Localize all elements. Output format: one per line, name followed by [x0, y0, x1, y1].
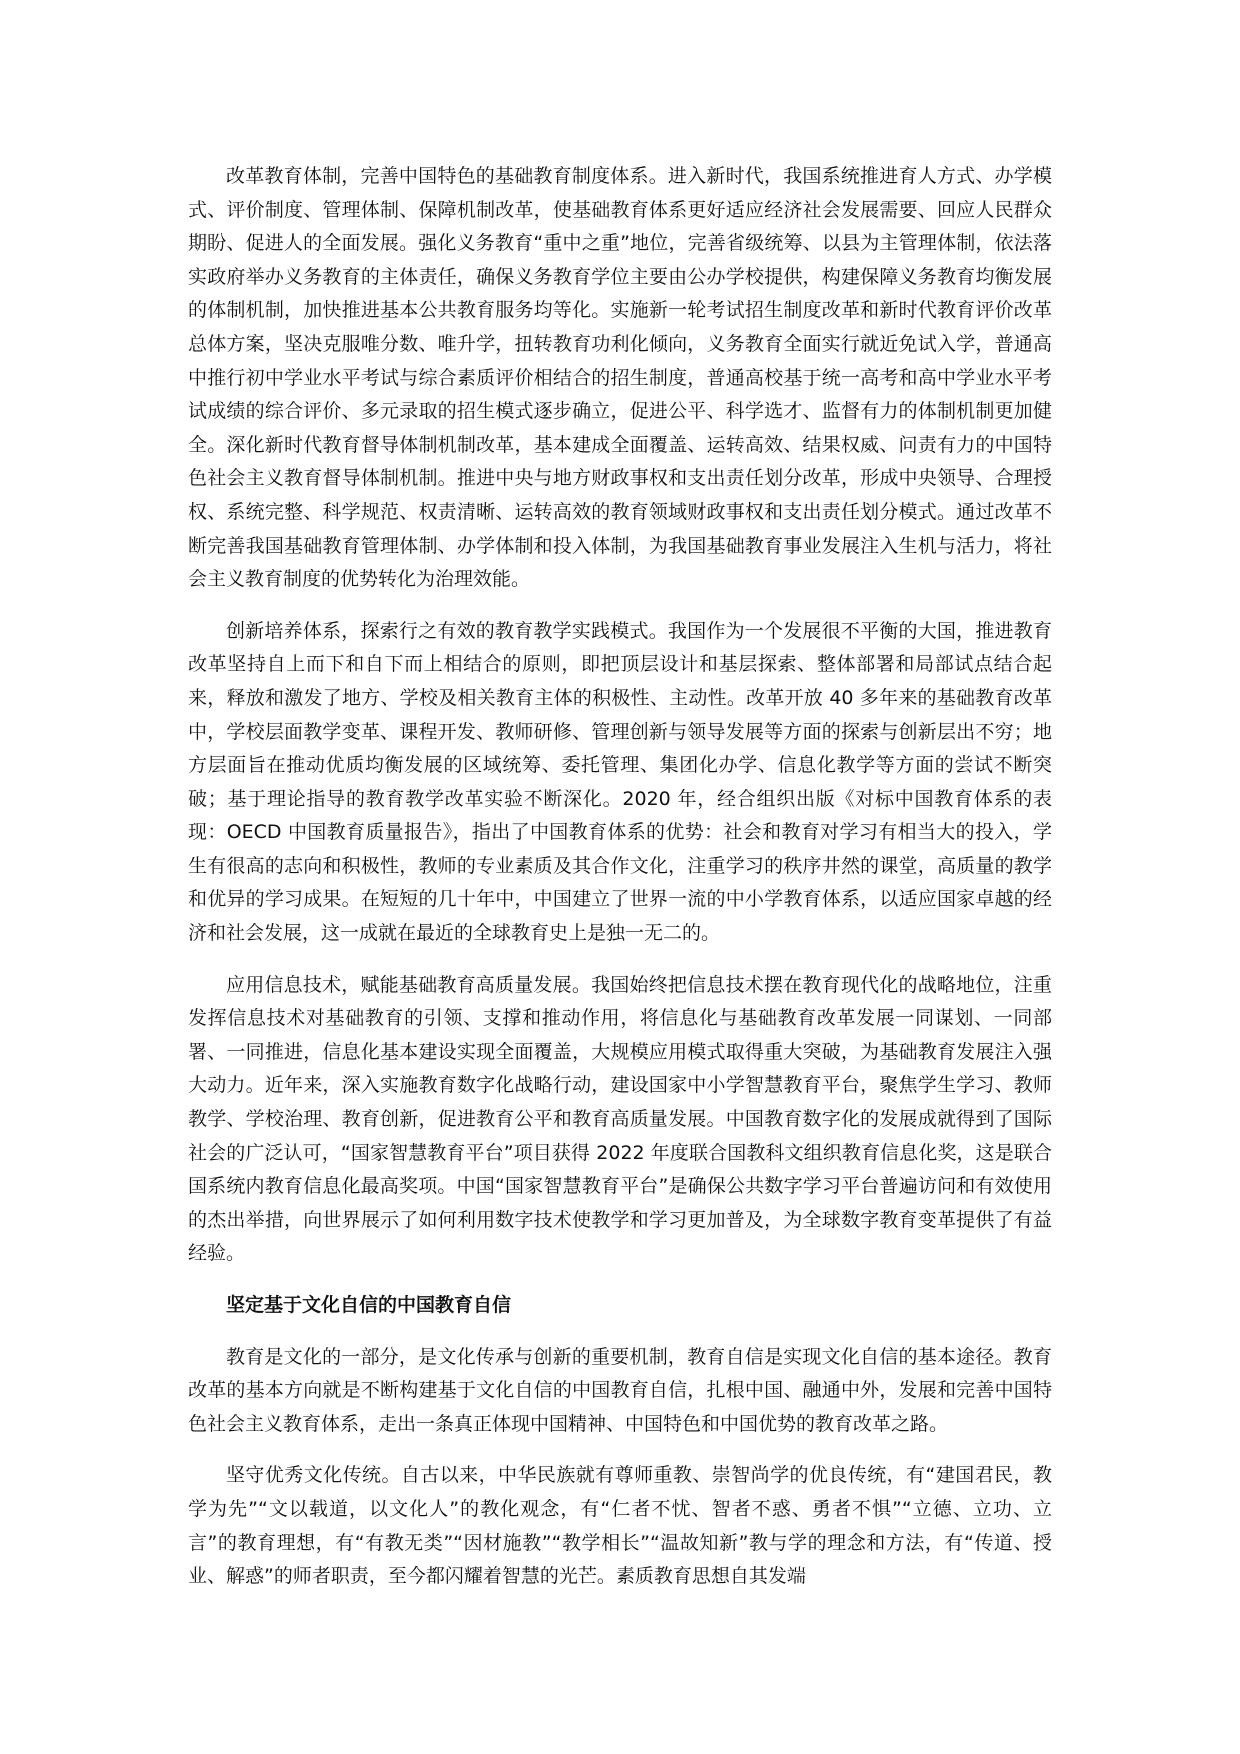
paragraph-training-system-innovation: 创新培养体系，探索行之有效的教育教学实践模式。我国作为一个发展很不平衡的大国，推进教育改革坚持自上而下和自下而上相结合的原则，即把顶层设计和基层探索、整体部署和局部试点结合起来，释放和激发了地方、学校及相关教育主体的积极性、主动性。改革开放 40 多年来的基础教育改革中，学校层面教学变革、课程开发、教师研修、管理创新与领导发展等方面的探索与创新层出不穷；地方层面旨在推动优质均衡发展的区域统筹、委托管理、集团化办学、信息化教学等方面的尝试不断突破；基于理论指导的教育教学改革实验不断深化。2020 年，经合组织出版《对标中国教育体系的表现：OECD 中国教育质量报告》，指出了中国教育体系的优势：社会和教育对学习有相当大的投入，学生有很高的志向和积极性，教师的专业素质及其合作文化，注重学习的秩序井然的课堂，高质量的教学和优异的学习成果。在短短的几十年中，中国建立了世界一流的中小学教育体系，以适应国家卓越的经济和社会发展，这一成就在最近的全球教育史上是独一无二的。	[188, 619, 1052, 945]
paragraph-education-system-reform: 改革教育体制，完善中国特色的基础教育制度体系。进入新时代，我国系统推进育人方式、办学模式、评价制度、管理体制、保障机制改革，使基础教育体系更好适应经济社会发展需要、回应人民群众期盼、促进人的全面发展。强化义务教育“重中之重”地位，完善省级统筹、以县为主管理体制，依法落实政府举办义务教育的主体责任，确保义务教育学位主要由公办学校提供，构建保障义务教育均衡发展的体制机制，加快推进基本公共教育服务均等化。实施新一轮考试招生制度改革和新时代教育评价改革总体方案，坚决克服唯分数、唯升学，扭转教育功利化倾向，义务教育全面实行就近免试入学，普通高中推行初中学业水平考试与综合素质评价相结合的招生制度，普通高校基于统一高考和高中学业水平考试成绩的综合评价、多元录取的招生模式逐步确立，促进公平、科学选才、监督有力的体制机制更加健全。深化新时代教育督导体制机制改革，基本建成全面覆盖、运转高效、结果权威、问责有力的中国特色社会主义教育督导体制机制。推进中央与地方财政事权和支出责任划分改革，形成中央领导、合理授权、系统完整、科学规范、权责清晰、运转高效的教育领域财政事权和支出责任划分模式。通过改革不断完善我国基础教育管理体制、办学体制和投入体制，为我国基础教育事业发展注入生机与活力，将社会主义教育制度的优势转化为治理效能。	[188, 165, 1052, 591]
section-heading: 坚定基于文化自信的中国教育自信	[226, 1294, 512, 1316]
paragraph-information-technology: 应用信息技术，赋能基础教育高质量发展。我国始终把信息技术摆在教育现代化的战略地位，注重发挥信息技术对基础教育的引领、支撑和推动作用，将信息化与基础教育改革发展一同谋划、一同部署、一同推进，信息化基本建设实现全面覆盖，大规模应用模式取得重大突破，为基础教育发展注入强大动力。近年来，深入实施教育数字化战略行动，建设国家中小学智慧教育平台，聚焦学生学习、教师教学、学校治理、教育创新，促进教育公平和教育高质量发展。中国教育数字化的发展成就得到了国际社会的广泛认可，“国家智慧教育平台”项目获得 2022 年度联合国教科文组织教育信息化奖，这是联合国系统内教育信息化最高奖项。中国“国家智慧教育平台”是确保公共数字学习平台普遍访问和有效使用的杰出举措，向世界展示了如何利用数字技术使教学和学习更加普及，为全球数字教育变革提供了有益经验。	[188, 973, 1052, 1265]
document-page	[188, 160, 1052, 1612]
paragraph-cultural-confidence: 教育是文化的一部分，是文化传承与创新的重要机制，教育自信是实现文化自信的基本途径。教育改革的基本方向就是不断构建基于文化自信的中国教育自信，扎根中国、融通中外，发展和完善中国特色社会主义教育体系，走出一条真正体现中国精神、中国特色和中国优势的教育改革之路。	[188, 1345, 1052, 1435]
paragraph-cultural-tradition: 坚守优秀文化传统。自古以来，中华民族就有尊师重教、崇智尚学的优良传统，有“建国君民，教学为先”“文以载道，以文化人”的教化观念，有“仁者不忧、智者不惑、勇者不惧”“立德、立功、立言”的教育理想，有“有教无类”“因材施教”“教学相长”“温故知新”教与学的理念和方法，有“传道、授业、解惑”的师者职责，至今都闪耀着智慧的光芒。素质教育思想自其发端	[188, 1464, 1052, 1588]
